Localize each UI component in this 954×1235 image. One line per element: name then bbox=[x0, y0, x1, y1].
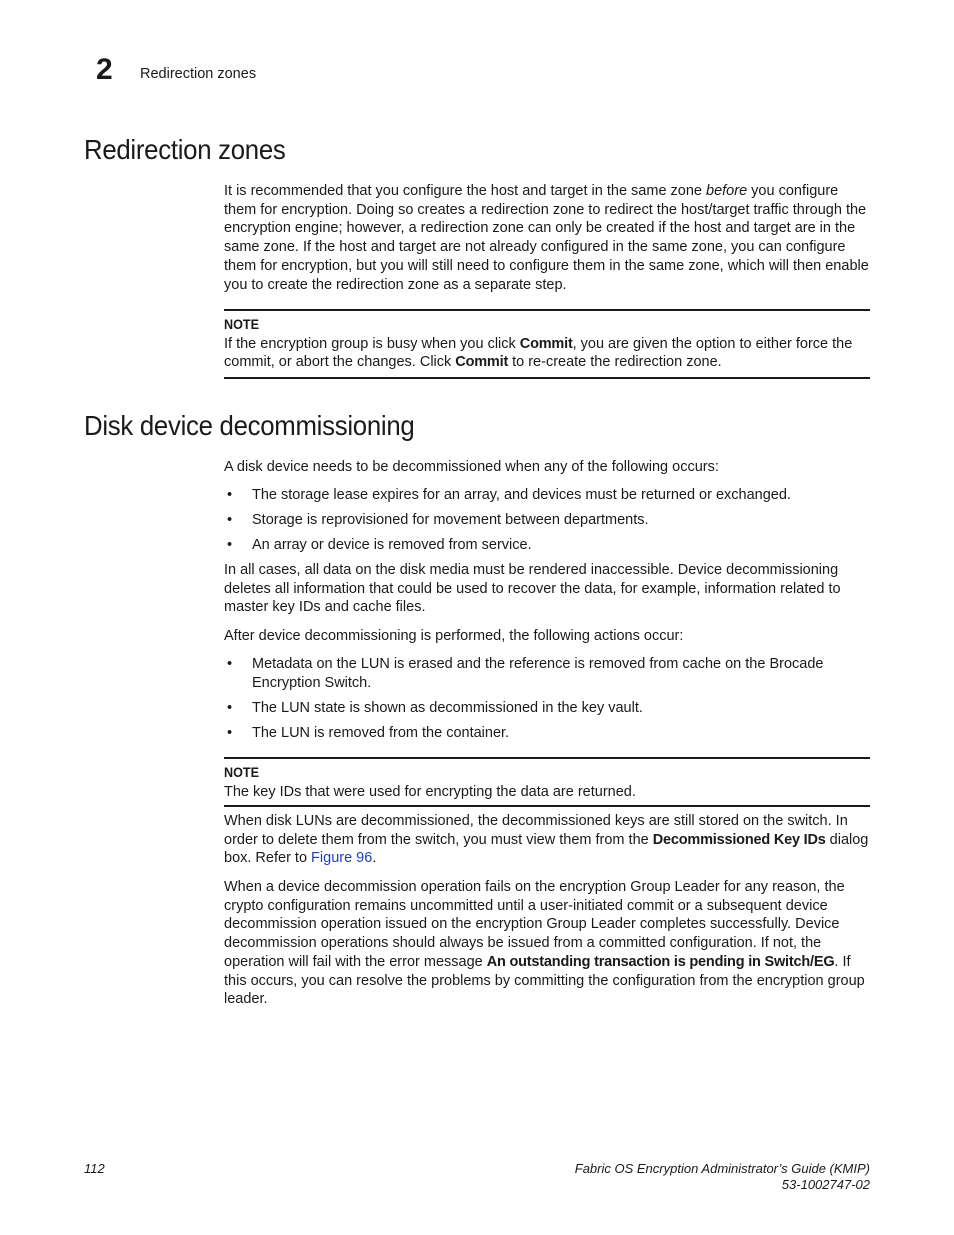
note-label: NOTE bbox=[224, 764, 260, 780]
bullet-list-actions bbox=[224, 655, 874, 742]
list-item-text: The storage lease expires for an array, and devices must be returned or exchanged. bbox=[252, 487, 791, 503]
intro-paragraph bbox=[224, 458, 874, 477]
bullet-icon: • bbox=[227, 512, 233, 528]
bullet-icon: • bbox=[227, 537, 233, 553]
note-box-commit bbox=[224, 309, 870, 379]
list-item bbox=[224, 724, 874, 743]
bullet-icon: • bbox=[227, 724, 233, 741]
figure-96-link[interactable]: Figure 96 bbox=[311, 850, 373, 867]
bullet-list-triggers bbox=[224, 486, 874, 555]
text-run: to re-create the redirection zone. bbox=[508, 354, 722, 371]
ui-term-commit: Commit bbox=[519, 335, 573, 352]
list-item-text: The LUN state is shown as decommissioned in the key vault. bbox=[252, 699, 643, 716]
note-text bbox=[224, 335, 870, 372]
list-item bbox=[224, 699, 874, 718]
data-inaccessible-paragraph bbox=[224, 561, 874, 617]
chapter-number: 2 bbox=[96, 53, 113, 86]
redirection-paragraph bbox=[224, 182, 874, 294]
list-item-text: The LUN is removed from the container. bbox=[252, 724, 510, 741]
paragraph-text: In all cases, all data on the disk media must be rendered inaccessible. Device decommissioning deletes all information that could be used to recover the data, for example, information related to master key IDs and cache files. bbox=[224, 562, 841, 616]
footer-doc-info bbox=[575, 1161, 870, 1193]
ui-term-decommissioned-key-ids: Decommissioned Key IDs bbox=[652, 831, 826, 848]
list-item bbox=[224, 486, 874, 505]
page-number: 112 bbox=[84, 1161, 105, 1176]
list-item-text: Storage is reprovisioned for movement between departments. bbox=[252, 512, 649, 528]
bullet-icon: • bbox=[227, 487, 233, 503]
note-label: NOTE bbox=[224, 316, 260, 332]
doc-number: 53-1002747-02 bbox=[781, 1177, 870, 1192]
note-text: The key IDs that were used for encrypting the data are returned. bbox=[224, 783, 636, 800]
ui-term-commit: Commit bbox=[455, 354, 509, 371]
text-run: dialog box. Refer to bbox=[224, 831, 869, 867]
text-run: . bbox=[372, 850, 377, 867]
doc-title: Fabric OS Encryption Administrator’s Guide (KMIP) bbox=[574, 1161, 870, 1176]
section-heading-disk-decommissioning: Disk device decommissioning bbox=[84, 410, 415, 441]
list-item bbox=[224, 655, 874, 692]
text-run: When a device decommission operation fails on the encryption Group Leader for any reason, the crypto configuration remains uncommitted until a user-initiated commit or a subsequent device decommission operation issued on the encryption Group Leader completes successfully. Device decommission operations should always be issued from a committed configuration. If not, the operation will fail with the error message bbox=[224, 879, 845, 970]
note-box-key-ids bbox=[224, 757, 870, 807]
list-item bbox=[224, 536, 874, 555]
list-item-text: Metadata on the LUN is erased and the reference is removed from cache on the Brocade Encryption Switch. bbox=[252, 656, 824, 691]
text-run: . If this occurs, you can resolve the problems by committing the configuration from the encryption group leader. bbox=[224, 953, 865, 1008]
list-item-text: An array or device is removed from service. bbox=[252, 537, 532, 553]
text-run: When disk LUNs are decommissioned, the decommissioned keys are still stored on the switch. In order to delete them from the switch, you must view them from the bbox=[224, 813, 848, 848]
list-item bbox=[224, 511, 874, 530]
text-run: , you are given the option to either force the commit, or abort the changes. Click bbox=[224, 335, 853, 371]
running-header: Redirection zones bbox=[140, 66, 257, 82]
text-run: you configure them for encryption. Doing so creates a redirection zone to redirect the host/target traffic through the encryption engine; however, a redirection zone can only be created if the host and target are in the same zone. If the host and target are not already configured in the same zone, you can configure them for encryption, but you will still need to configure them in the same zone, which will then enable you to create the redirection zone as a separate step. bbox=[224, 183, 869, 293]
decommission-failure-paragraph bbox=[224, 878, 874, 1009]
bullet-icon: • bbox=[227, 656, 233, 672]
emphasis-text: before bbox=[706, 183, 748, 199]
text-run: It is recommended that you configure the host and target in the same zone bbox=[224, 183, 707, 199]
decommissioned-keys-paragraph bbox=[224, 812, 874, 868]
bullet-icon: • bbox=[227, 699, 233, 716]
text-run: If the encryption group is busy when you click bbox=[224, 335, 520, 352]
paragraph-text: After device decommissioning is performed, the following actions occur: bbox=[224, 628, 684, 644]
ui-term-error-message: An outstanding transaction is pending in Switch/EG bbox=[486, 953, 835, 970]
actions-intro-paragraph bbox=[224, 627, 874, 646]
section-heading-redirection-zones: Redirection zones bbox=[84, 134, 286, 165]
intro-text: A disk device needs to be decommissioned when any of the following occurs: bbox=[224, 459, 719, 475]
